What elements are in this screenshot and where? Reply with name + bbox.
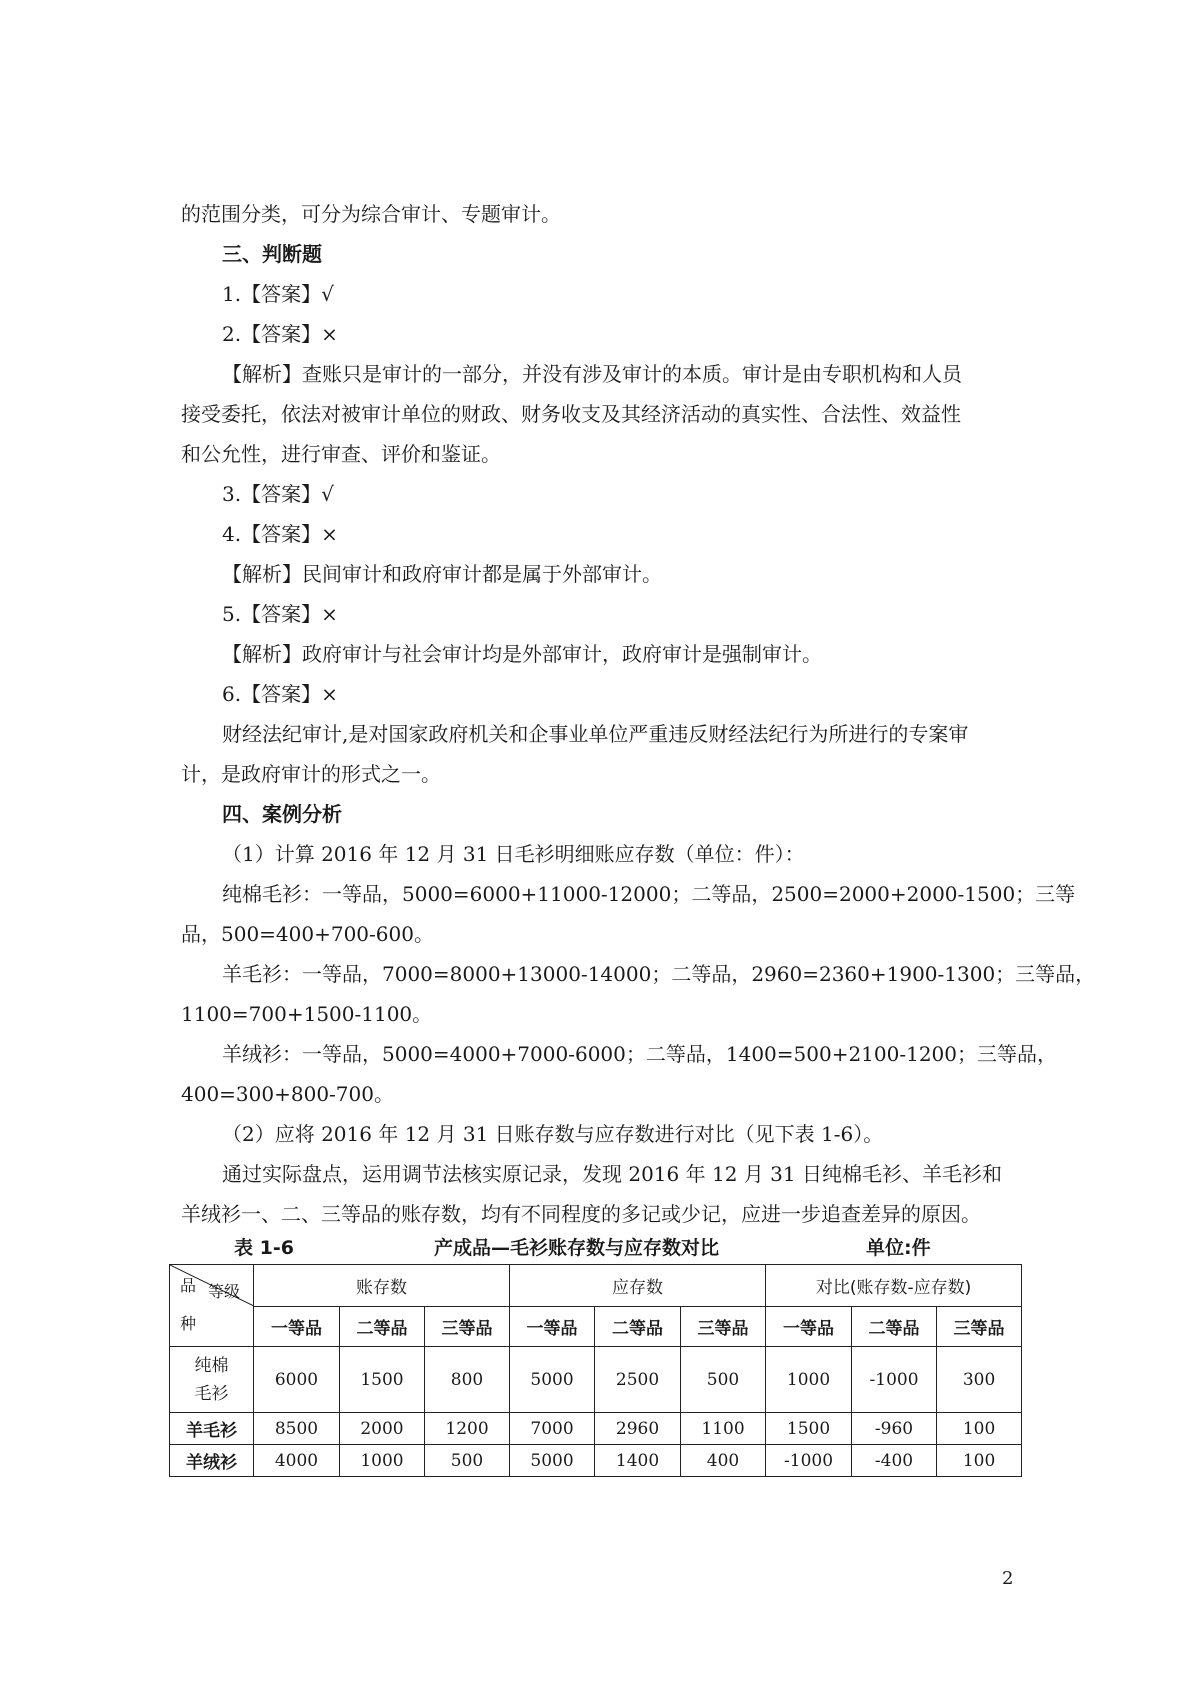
table-title: 产成品—毛衫账存数与应存数对比	[434, 1237, 720, 1259]
corner-label-pin: 品	[180, 1276, 197, 1295]
table-subheader-row	[170, 1307, 1022, 1347]
table-cell: 2500	[595, 1347, 681, 1413]
table-number: 表 1-6	[234, 1237, 294, 1259]
explanation-line: 接受委托，依法对被审计单位的财政、财务收支及其经济活动的真实性、合法性、效益性	[181, 402, 961, 426]
row-label: 羊毛衫	[170, 1413, 254, 1445]
table-cell: 300	[937, 1347, 1022, 1413]
paragraph-line: 羊绒衫一、二、三等品的账存数，均有不同程度的多记或少记，应进一步追查差异的原因。	[181, 1202, 981, 1226]
section-heading: 三、判断题	[222, 242, 322, 266]
table-cell: 1200	[425, 1413, 510, 1445]
table-cell: 400	[681, 1445, 766, 1477]
paragraph-line: 的范围分类，可分为综合审计、专题审计。	[181, 202, 561, 226]
grade-header: 三等品	[937, 1307, 1022, 1347]
answer-line: 4.【答案】×	[222, 522, 338, 546]
row-label-line: 毛衫	[194, 1383, 229, 1404]
corner-label-grade: 等级	[208, 1282, 241, 1301]
paragraph-line: 纯棉毛衫：一等品，5000=6000+11000-12000；二等品，2500=2000+2000-1500；三等	[222, 882, 1076, 906]
explanation-line: 和公允性，进行审查、评价和鉴证。	[181, 442, 501, 466]
table-unit: 单位:件	[866, 1237, 931, 1259]
page-number: 2	[1002, 1568, 1014, 1589]
table-cell: 500	[425, 1445, 510, 1477]
corner-header-cell	[170, 1265, 254, 1347]
paragraph-line: 财经法纪审计,是对国家政府机关和企事业单位严重违反财经法纪行为所进行的专案审	[222, 722, 969, 746]
group-header: 账存数	[254, 1265, 510, 1307]
table-cell: 8500	[254, 1413, 340, 1445]
row-label-line: 纯棉	[194, 1355, 229, 1376]
paragraph-line: （1）计算 2016 年 12 月 31 日毛衫明细账应存数（单位：件）：	[222, 842, 805, 866]
grade-header: 一等品	[766, 1307, 852, 1347]
table-cell: 1500	[340, 1347, 425, 1413]
table-row	[170, 1347, 1022, 1413]
table-cell: 1500	[766, 1413, 852, 1445]
group-header: 应存数	[510, 1265, 766, 1307]
paragraph-line: 1100=700+1500-1100。	[181, 1002, 433, 1026]
paragraph-line: 400=300+800-700。	[181, 1082, 394, 1106]
comparison-table	[169, 1264, 1022, 1477]
table-cell: 2000	[340, 1413, 425, 1445]
corner-label-kind: 种	[180, 1314, 197, 1333]
grade-header: 二等品	[852, 1307, 937, 1347]
grade-header: 三等品	[425, 1307, 510, 1347]
table-cell: -1000	[852, 1347, 937, 1413]
paragraph-line: 羊毛衫：一等品，7000=8000+13000-14000；二等品，2960=2360+1900-1300；三等品，	[222, 962, 1096, 986]
table-cell: 5000	[510, 1445, 595, 1477]
table-cell: 100	[937, 1413, 1022, 1445]
table-cell: -960	[852, 1413, 937, 1445]
answer-line: 6.【答案】×	[222, 682, 338, 706]
table-cell: 500	[681, 1347, 766, 1413]
table-cell: 2960	[595, 1413, 681, 1445]
table-cell: 100	[937, 1445, 1022, 1477]
paragraph-line: 羊绒衫：一等品，5000=4000+7000-6000；二等品，1400=500+2100-1200；三等品，	[222, 1042, 1058, 1066]
table-cell: 1000	[766, 1347, 852, 1413]
table-header-row	[170, 1265, 1022, 1307]
paragraph-line: 品，500=400+700-600。	[181, 922, 434, 946]
grade-header: 一等品	[510, 1307, 595, 1347]
table-cell: 800	[425, 1347, 510, 1413]
table-cell: 1000	[340, 1445, 425, 1477]
table-row	[170, 1413, 1022, 1445]
paragraph-line: （2）应将 2016 年 12 月 31 日账存数与应存数进行对比（见下表 1-6）。	[222, 1122, 884, 1146]
section-heading: 四、案例分析	[222, 802, 342, 826]
table-row	[170, 1445, 1022, 1477]
group-header: 对比(账存数-应存数)	[766, 1265, 1022, 1307]
paragraph-line: 计，是政府审计的形式之一。	[181, 762, 441, 786]
row-label: 羊绒衫	[170, 1445, 254, 1477]
grade-header: 二等品	[595, 1307, 681, 1347]
explanation-line: 【解析】政府审计与社会审计均是外部审计，政府审计是强制审计。	[222, 642, 822, 666]
table-cell: 5000	[510, 1347, 595, 1413]
table-cell: 4000	[254, 1445, 340, 1477]
explanation-line: 【解析】查账只是审计的一部分，并没有涉及审计的本质。审计是由专职机构和人员	[222, 362, 962, 386]
table-cell: -1000	[766, 1445, 852, 1477]
table-cell: 7000	[510, 1413, 595, 1445]
table-cell: -400	[852, 1445, 937, 1477]
table-cell: 1100	[681, 1413, 766, 1445]
answer-line: 3.【答案】√	[222, 482, 334, 506]
grade-header: 二等品	[340, 1307, 425, 1347]
answer-line: 5.【答案】×	[222, 602, 338, 626]
table-cell: 1400	[595, 1445, 681, 1477]
table-cell: 6000	[254, 1347, 340, 1413]
answer-line: 1.【答案】√	[222, 282, 334, 306]
grade-header: 三等品	[681, 1307, 766, 1347]
paragraph-line: 通过实际盘点，运用调节法核实原记录，发现 2016 年 12 月 31 日纯棉毛衫、羊毛衫和	[222, 1162, 1002, 1186]
explanation-line: 【解析】民间审计和政府审计都是属于外部审计。	[222, 562, 662, 586]
row-label	[170, 1347, 254, 1413]
grade-header: 一等品	[254, 1307, 340, 1347]
answer-line: 2.【答案】×	[222, 322, 338, 346]
